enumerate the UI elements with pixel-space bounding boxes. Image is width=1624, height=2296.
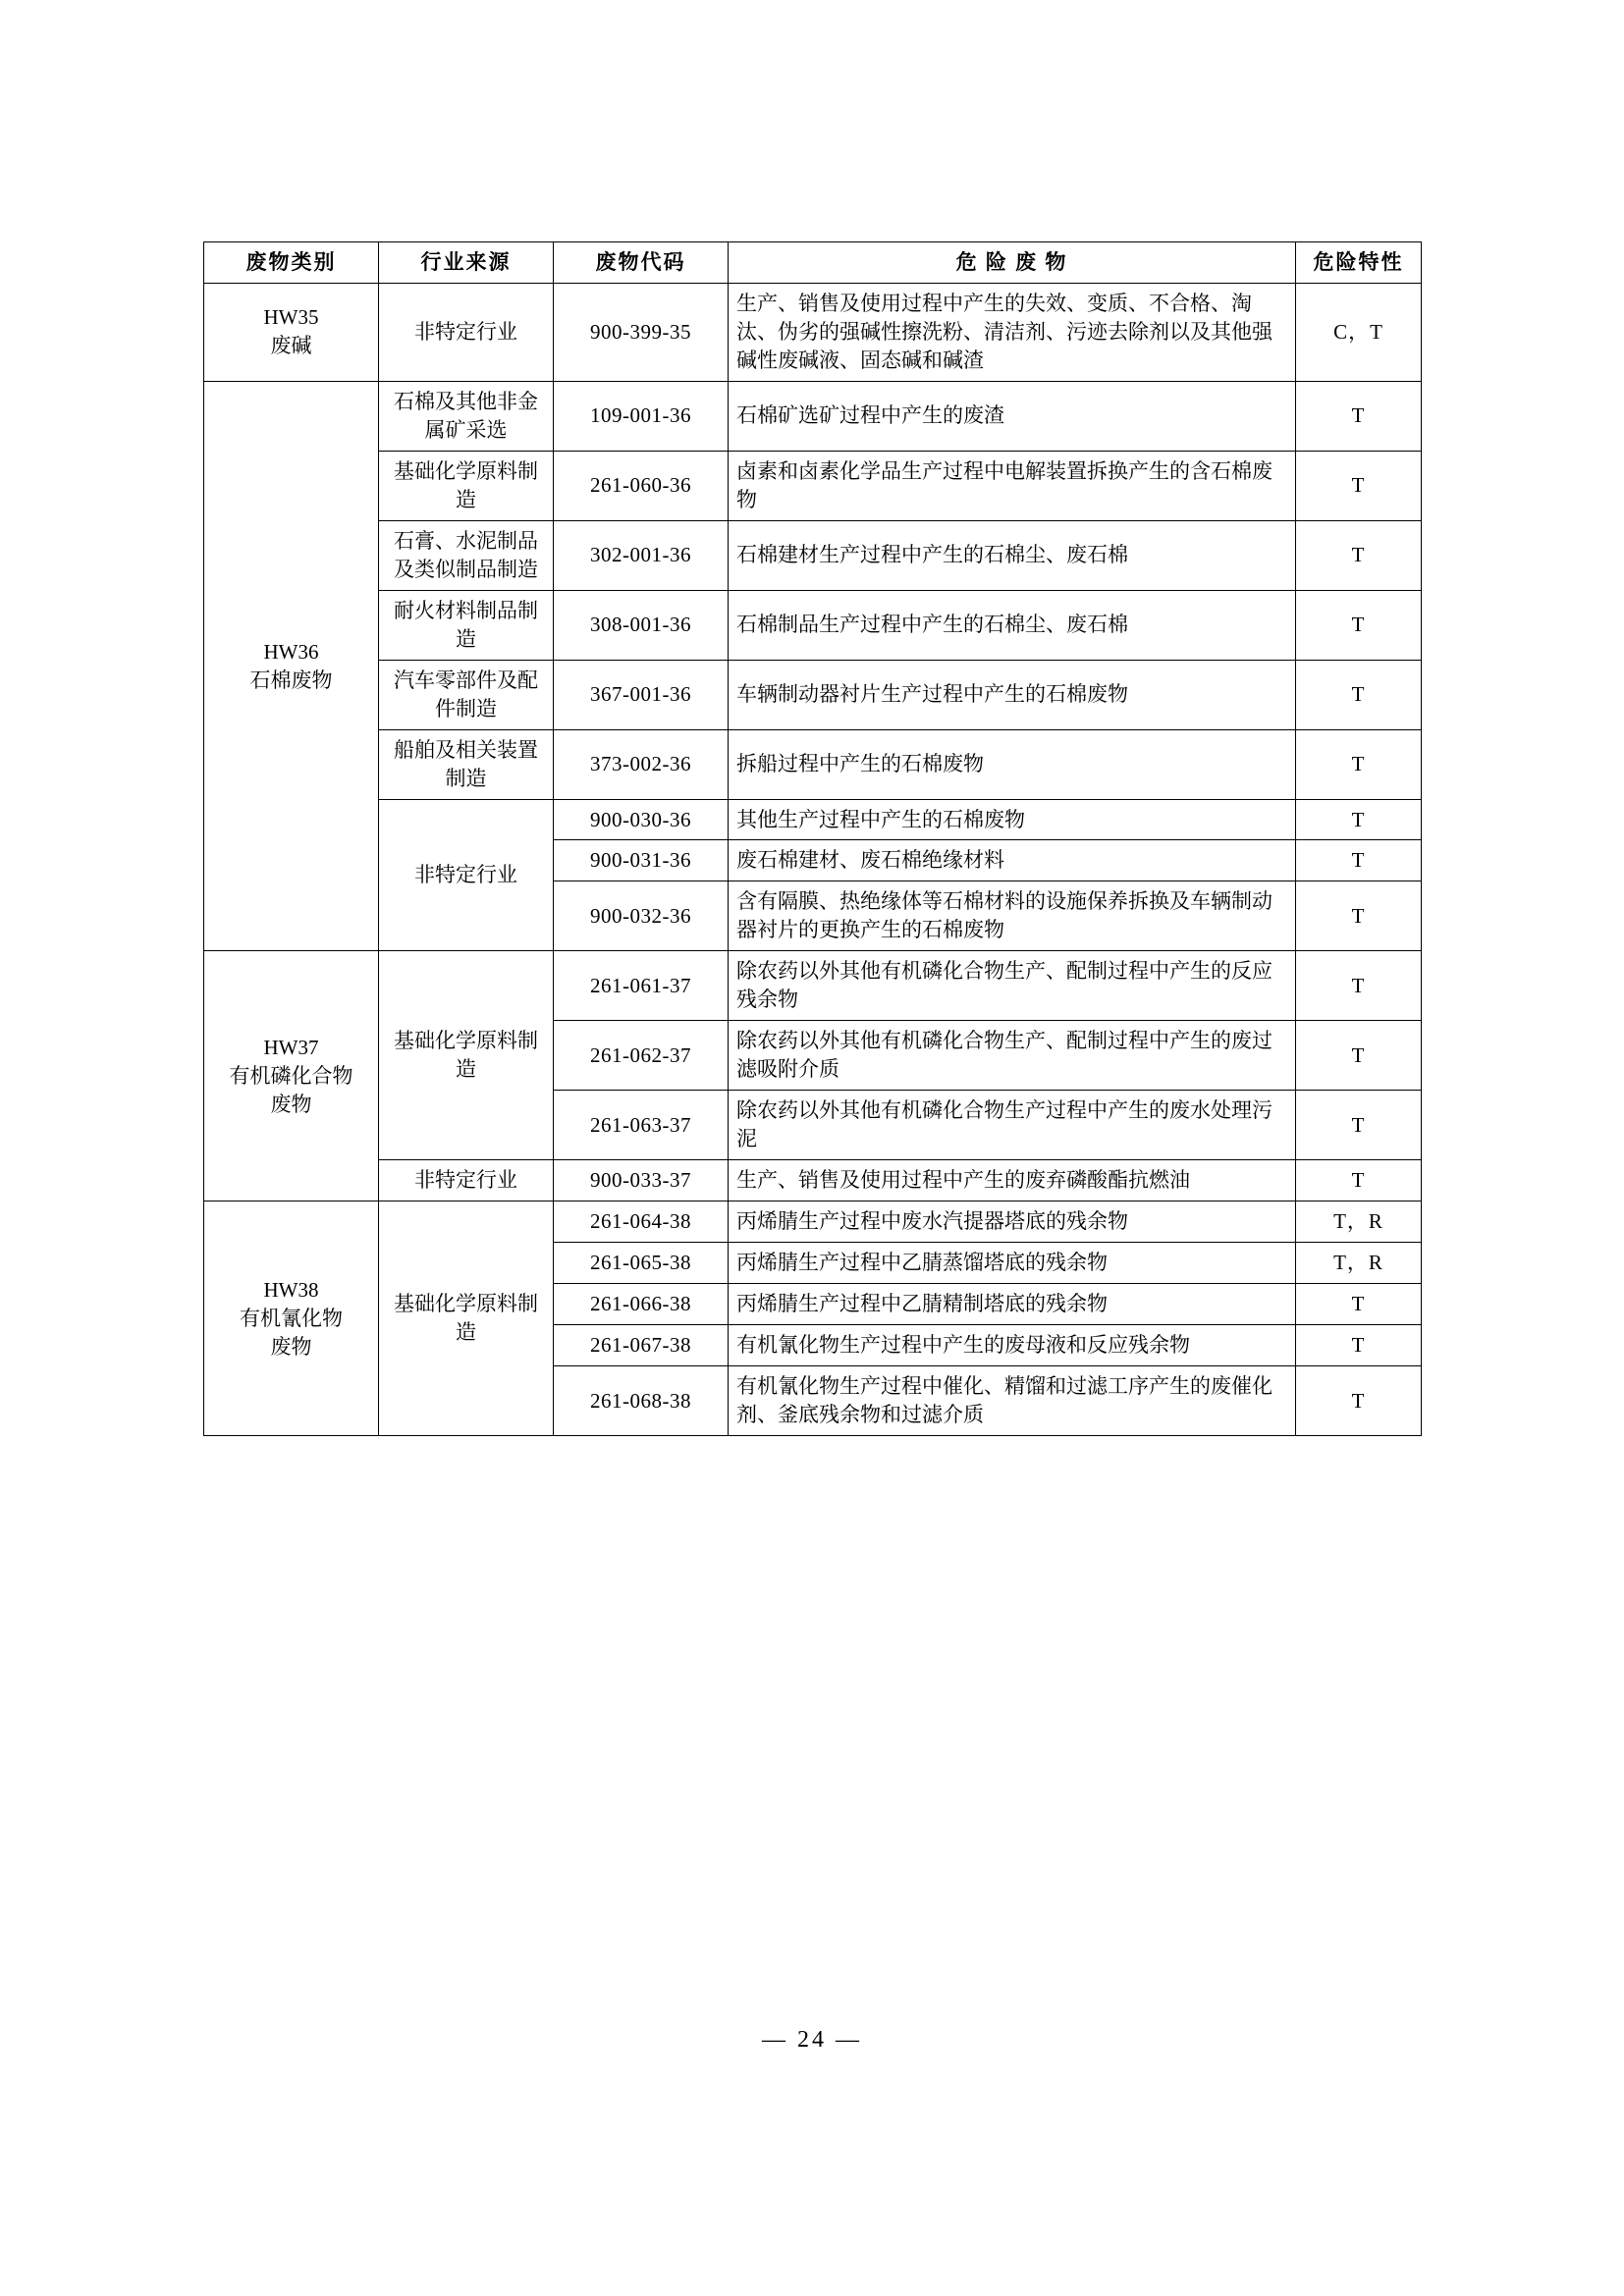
column-header-property: 危险特性 bbox=[1296, 242, 1422, 284]
cell-waste-code: 900-031-36 bbox=[554, 840, 729, 881]
cell-industry-source: 石膏、水泥制品及类似制品制造 bbox=[379, 520, 554, 590]
cell-hazard-property: T bbox=[1296, 729, 1422, 799]
cell-waste-code: 261-062-37 bbox=[554, 1021, 729, 1091]
hazardous-waste-table-container bbox=[203, 241, 1421, 1436]
cell-hazard-property: T bbox=[1296, 1366, 1422, 1436]
cell-waste-code: 900-030-36 bbox=[554, 799, 729, 840]
table-body bbox=[204, 283, 1422, 1435]
cell-waste-description: 石棉矿选矿过程中产生的废渣 bbox=[729, 381, 1296, 451]
cell-industry-source: 非特定行业 bbox=[379, 1160, 554, 1201]
cell-hazard-property: T bbox=[1296, 381, 1422, 451]
cell-industry-source: 非特定行业 bbox=[379, 799, 554, 951]
cell-waste-description: 除农药以外其他有机磷化合物生产、配制过程中产生的废过滤吸附介质 bbox=[729, 1021, 1296, 1091]
cell-hazard-property: T bbox=[1296, 799, 1422, 840]
cell-waste-description: 生产、销售及使用过程中产生的废弃磷酸酯抗燃油 bbox=[729, 1160, 1296, 1201]
table-row bbox=[204, 951, 1422, 1021]
cell-industry-source: 耐火材料制品制造 bbox=[379, 590, 554, 660]
cell-waste-description: 除农药以外其他有机磷化合物生产过程中产生的废水处理污泥 bbox=[729, 1091, 1296, 1160]
table-row bbox=[204, 660, 1422, 729]
table-row bbox=[204, 520, 1422, 590]
table-row bbox=[204, 590, 1422, 660]
cell-waste-description: 丙烯腈生产过程中废水汽提器塔底的残余物 bbox=[729, 1201, 1296, 1243]
cell-waste-description: 拆船过程中产生的石棉废物 bbox=[729, 729, 1296, 799]
column-header-code: 废物代码 bbox=[554, 242, 729, 284]
cell-hazard-property: T，R bbox=[1296, 1243, 1422, 1284]
page-footer bbox=[0, 2027, 1624, 2054]
cell-waste-code: 900-032-36 bbox=[554, 881, 729, 951]
cell-industry-source: 石棉及其他非金属矿采选 bbox=[379, 381, 554, 451]
cell-waste-code: 261-067-38 bbox=[554, 1325, 729, 1366]
cell-hazard-property: T bbox=[1296, 1160, 1422, 1201]
cell-waste-code: 900-033-37 bbox=[554, 1160, 729, 1201]
cell-waste-description: 卤素和卤素化学品生产过程中电解装置拆换产生的含石棉废物 bbox=[729, 451, 1296, 520]
table-row bbox=[204, 1160, 1422, 1201]
cell-hazard-property: T，R bbox=[1296, 1201, 1422, 1243]
cell-waste-code: 302-001-36 bbox=[554, 520, 729, 590]
cell-waste-description: 有机氰化物生产过程中产生的废母液和反应残余物 bbox=[729, 1325, 1296, 1366]
cell-waste-description: 废石棉建材、废石棉绝缘材料 bbox=[729, 840, 1296, 881]
cell-waste-code: 308-001-36 bbox=[554, 590, 729, 660]
cell-waste-description: 生产、销售及使用过程中产生的失效、变质、不合格、淘汰、伪劣的强碱性擦洗粉、清洁剂、污迹去除剂以及其他强碱性废碱液、固态碱和碱渣 bbox=[729, 283, 1296, 381]
column-header-industry: 行业来源 bbox=[379, 242, 554, 284]
cell-waste-description: 石棉制品生产过程中产生的石棉尘、废石棉 bbox=[729, 590, 1296, 660]
cell-waste-description: 丙烯腈生产过程中乙腈精制塔底的残余物 bbox=[729, 1284, 1296, 1325]
cell-waste-category: HW36 石棉废物 bbox=[204, 381, 379, 951]
table-header-row bbox=[204, 242, 1422, 284]
hazardous-waste-table bbox=[203, 241, 1422, 1436]
cell-waste-category: HW37 有机磷化合物 废物 bbox=[204, 951, 379, 1201]
cell-hazard-property: T bbox=[1296, 1325, 1422, 1366]
page-number: — 24 — bbox=[762, 2027, 862, 2053]
cell-waste-code: 261-064-38 bbox=[554, 1201, 729, 1243]
cell-hazard-property: T bbox=[1296, 520, 1422, 590]
cell-waste-description: 丙烯腈生产过程中乙腈蒸馏塔底的残余物 bbox=[729, 1243, 1296, 1284]
cell-industry-source: 基础化学原料制造 bbox=[379, 451, 554, 520]
cell-waste-description: 石棉建材生产过程中产生的石棉尘、废石棉 bbox=[729, 520, 1296, 590]
cell-waste-category: HW38 有机氰化物 废物 bbox=[204, 1201, 379, 1436]
cell-hazard-property: T bbox=[1296, 1284, 1422, 1325]
cell-hazard-property: T bbox=[1296, 951, 1422, 1021]
cell-hazard-property: T bbox=[1296, 660, 1422, 729]
cell-waste-code: 900-399-35 bbox=[554, 283, 729, 381]
cell-hazard-property: T bbox=[1296, 1021, 1422, 1091]
cell-waste-code: 261-063-37 bbox=[554, 1091, 729, 1160]
cell-hazard-property: T bbox=[1296, 881, 1422, 951]
cell-waste-code: 367-001-36 bbox=[554, 660, 729, 729]
cell-waste-description: 其他生产过程中产生的石棉废物 bbox=[729, 799, 1296, 840]
cell-waste-description: 含有隔膜、热绝缘体等石棉材料的设施保养拆换及车辆制动器衬片的更换产生的石棉废物 bbox=[729, 881, 1296, 951]
cell-industry-source: 非特定行业 bbox=[379, 283, 554, 381]
cell-waste-category: HW35 废碱 bbox=[204, 283, 379, 381]
table-row bbox=[204, 1201, 1422, 1243]
cell-waste-description: 有机氰化物生产过程中催化、精馏和过滤工序产生的废催化剂、釜底残余物和过滤介质 bbox=[729, 1366, 1296, 1436]
cell-waste-code: 261-060-36 bbox=[554, 451, 729, 520]
cell-industry-source: 船舶及相关装置制造 bbox=[379, 729, 554, 799]
cell-hazard-property: T bbox=[1296, 840, 1422, 881]
cell-waste-description: 车辆制动器衬片生产过程中产生的石棉废物 bbox=[729, 660, 1296, 729]
table-header bbox=[204, 242, 1422, 284]
cell-hazard-property: T bbox=[1296, 1091, 1422, 1160]
cell-hazard-property: C，T bbox=[1296, 283, 1422, 381]
table-row bbox=[204, 381, 1422, 451]
cell-industry-source: 基础化学原料制造 bbox=[379, 1201, 554, 1436]
cell-waste-code: 261-061-37 bbox=[554, 951, 729, 1021]
cell-hazard-property: T bbox=[1296, 590, 1422, 660]
cell-industry-source: 汽车零部件及配件制造 bbox=[379, 660, 554, 729]
cell-waste-code: 373-002-36 bbox=[554, 729, 729, 799]
table-row bbox=[204, 799, 1422, 840]
cell-waste-code: 261-065-38 bbox=[554, 1243, 729, 1284]
table-row bbox=[204, 451, 1422, 520]
cell-industry-source: 基础化学原料制造 bbox=[379, 951, 554, 1160]
column-header-category: 废物类别 bbox=[204, 242, 379, 284]
cell-waste-code: 109-001-36 bbox=[554, 381, 729, 451]
column-header-description: 危 险 废 物 bbox=[729, 242, 1296, 284]
table-row bbox=[204, 729, 1422, 799]
table-row bbox=[204, 283, 1422, 381]
cell-waste-code: 261-066-38 bbox=[554, 1284, 729, 1325]
cell-hazard-property: T bbox=[1296, 451, 1422, 520]
cell-waste-code: 261-068-38 bbox=[554, 1366, 729, 1436]
cell-waste-description: 除农药以外其他有机磷化合物生产、配制过程中产生的反应残余物 bbox=[729, 951, 1296, 1021]
